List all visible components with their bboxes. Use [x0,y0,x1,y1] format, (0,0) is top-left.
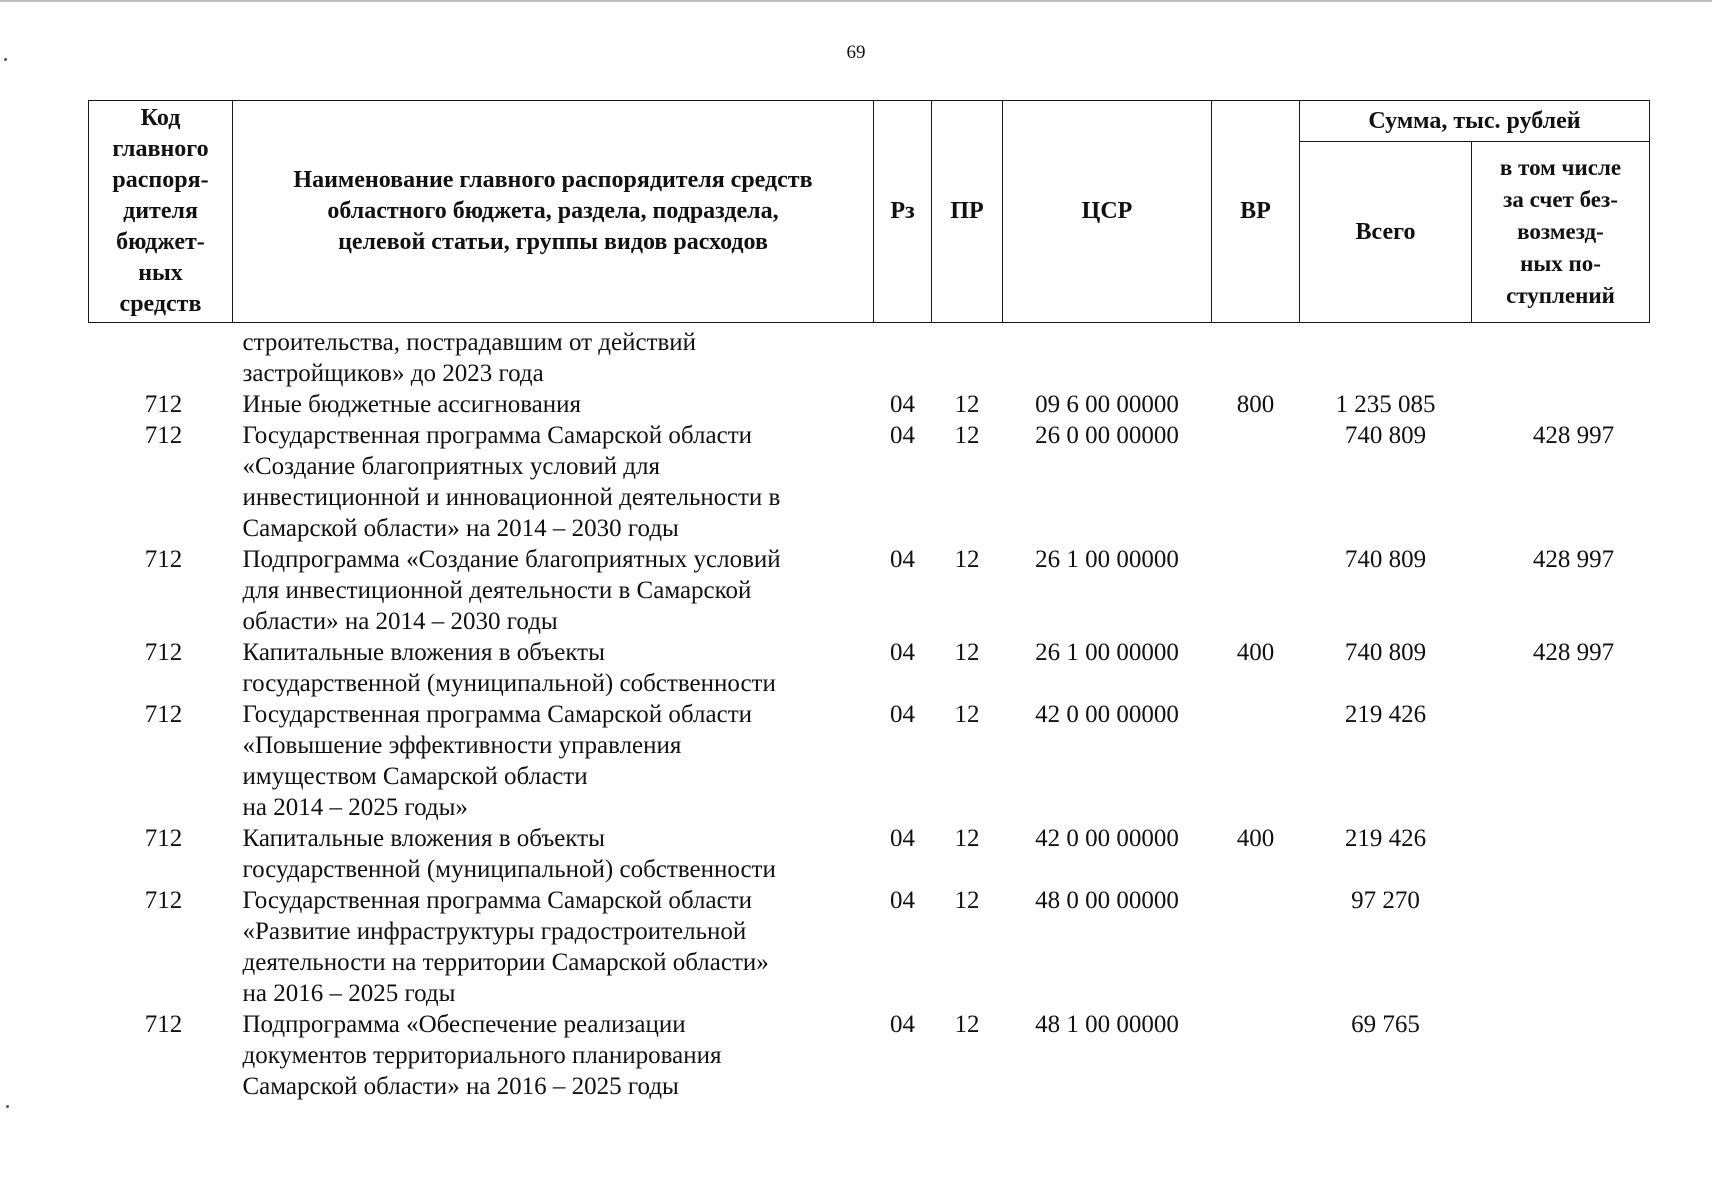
header-total: Всего [1300,142,1472,323]
cell-name [233,823,874,885]
cell-code: 712 [144,391,183,418]
header-free-label [1476,152,1645,312]
cell-rz: 04 [890,887,915,914]
cell-total: 219 426 [1344,701,1427,728]
cell-vr [1212,544,1300,637]
cell-rz: 04 [890,825,915,852]
cell-code: 712 [144,1011,183,1038]
header-code-line: средств [119,291,202,317]
table-row [89,323,1650,390]
cell-csr: 42 0 00 00000 [1035,701,1179,728]
cell-pr: 12 [954,887,980,914]
cell-code [89,323,233,390]
header-sum: Сумма, тыс. рублей [1300,101,1650,142]
cell-vr: 400 [1236,639,1275,666]
table-row [89,885,1650,1009]
header-free-line: ных по- [1520,251,1601,276]
cell-pr: 12 [954,1011,980,1038]
table-row [89,389,1650,420]
header-vr: ВР [1212,101,1300,323]
cell-rz [874,323,932,390]
header-code-line: бюджет- [116,229,205,255]
table-row [89,823,1650,885]
header-free-line: возмезд- [1517,219,1604,244]
header-code-line: распоря- [112,167,209,193]
row-name-line: на 2014 – 2025 годы» [242,794,468,821]
row-name-line: на 2016 – 2025 годы [242,980,456,1007]
cell-csr [1003,323,1212,390]
row-name-line: Государственная программа Самарской области [242,887,752,914]
cell-code: 712 [144,825,183,852]
header-csr: ЦСР [1003,101,1212,323]
row-name-line: Подпрограмма «Обеспечение реализации [242,1011,686,1038]
cell-total: 740 809 [1344,546,1427,573]
cell-rz: 04 [890,546,915,573]
cell-rz: 04 [890,1011,915,1038]
cell-pr: 12 [954,701,980,728]
cell-code: 712 [144,701,183,728]
header-code-line: ных [138,260,183,286]
cell-csr: 48 0 00 00000 [1035,887,1179,914]
row-name-line: инвестиционной и инновационной деятельности в [242,484,781,511]
header-code-label [91,103,230,320]
header-free-line: ступлений [1506,283,1615,308]
cell-name [233,699,874,823]
cell-csr: 42 0 00 00000 [1035,825,1179,852]
table-row [89,544,1650,637]
cell-name [233,323,874,390]
row-name-line: застройщиков» до 2023 года [242,360,544,387]
cell-total: 740 809 [1344,422,1427,449]
row-name-line: государственной (муниципальной) собственности [242,670,776,697]
table-row [89,637,1650,699]
header-code-line: Код [140,105,181,131]
cell-name [233,885,874,1009]
header-rz: Рз [874,101,932,323]
cell-csr: 09 6 00 00000 [1035,391,1179,418]
cell-free [1472,323,1650,390]
row-name-line: для инвестиционной деятельности в Самарской [242,577,752,604]
cell-vr [1212,323,1300,390]
row-name-line: деятельности на территории Самарской области» [242,949,769,976]
cell-csr: 26 0 00 00000 [1035,422,1179,449]
cell-pr [932,323,1003,390]
cell-vr [1212,699,1300,823]
cell-csr: 26 1 00 00000 [1035,639,1179,666]
cell-rz: 04 [890,701,915,728]
cell-total: 97 270 [1351,887,1420,914]
cell-vr [1212,1009,1300,1102]
cell-free: 428 997 [1532,639,1615,666]
table-header [89,101,1650,323]
cell-vr [1212,885,1300,1009]
row-name-line: Подпрограмма «Создание благоприятных условий [242,546,781,573]
table-body [89,323,1650,1103]
cell-name [233,420,874,544]
row-name-line: области» на 2014 – 2030 годы [242,608,558,635]
cell-pr: 12 [954,639,980,666]
cell-rz: 04 [890,639,915,666]
row-name-line: «Повышение эффективности управления [242,732,682,759]
row-name-line: Капитальные вложения в объекты [242,825,605,852]
header-code-line: дителя [123,198,198,224]
header-name-line: областного бюджета, раздела, подраздела, [327,198,779,224]
row-name-line: Иные бюджетные ассигнования [242,391,582,418]
cell-name [233,389,874,420]
table-row [89,420,1650,544]
row-name-line: государственной (муниципальной) собственности [242,856,776,883]
cell-free [1472,1009,1650,1102]
table-row [89,699,1650,823]
cell-free [1472,389,1650,420]
cell-free [1472,699,1650,823]
row-name-line: Государственная программа Самарской области [242,422,752,449]
cell-total: 740 809 [1344,639,1427,666]
cell-code: 712 [144,546,183,573]
header-name-line: Наименование главного распорядителя средств [293,167,813,193]
cell-pr: 12 [954,546,980,573]
cell-name [233,544,874,637]
header-name-label [243,165,863,258]
row-name-line: Самарской области» на 2016 – 2025 годы [242,1073,679,1100]
cell-pr: 12 [954,422,980,449]
cell-rz: 04 [890,391,915,418]
header-pr: ПР [932,101,1003,323]
row-name-line: «Создание благоприятных условий для [242,453,661,480]
cell-name [233,637,874,699]
row-name-line: Самарской области» на 2014 – 2030 годы [242,515,679,542]
cell-rz: 04 [890,422,915,449]
cell-free [1472,885,1650,1009]
cell-total: 1 235 085 [1335,391,1436,418]
cell-code: 712 [144,887,183,914]
cell-free: 428 997 [1532,422,1615,449]
header-free-line: в том числе [1499,155,1622,180]
cell-vr: 400 [1236,825,1275,852]
scan-edge [0,0,1712,2]
cell-vr [1212,420,1300,544]
header-code-line: главного [112,136,209,162]
row-name-line: Государственная программа Самарской области [242,701,752,728]
cell-pr: 12 [954,391,980,418]
cell-total [1300,323,1472,390]
row-name-line: строительства, пострадавшим от действий [242,329,697,356]
page-number: 69 [846,42,866,63]
cell-free: 428 997 [1532,546,1615,573]
row-name-line: «Развитие инфраструктуры градостроительной [242,918,747,945]
row-name-line: Капитальные вложения в объекты [242,639,605,666]
cell-csr: 48 1 00 00000 [1035,1011,1179,1038]
cell-code: 712 [144,422,183,449]
header-code [89,101,233,323]
header-name [233,101,874,323]
header-name-line: целевой статьи, группы видов расходов [338,229,768,255]
header-free-line: за счет без- [1503,187,1618,212]
cell-free [1472,823,1650,885]
cell-pr: 12 [954,825,980,852]
row-name-line: имуществом Самарской области [242,763,588,790]
cell-csr: 26 1 00 00000 [1035,546,1179,573]
cell-total: 69 765 [1351,1011,1420,1038]
budget-table [88,100,1650,1102]
cell-vr: 800 [1236,391,1275,418]
header-free [1472,142,1650,323]
table-row [89,1009,1650,1102]
cell-name [233,1009,874,1102]
cell-code: 712 [144,639,183,666]
scan-speck [6,1105,9,1108]
row-name-line: документов территориального планирования [242,1042,722,1069]
cell-total: 219 426 [1344,825,1427,852]
